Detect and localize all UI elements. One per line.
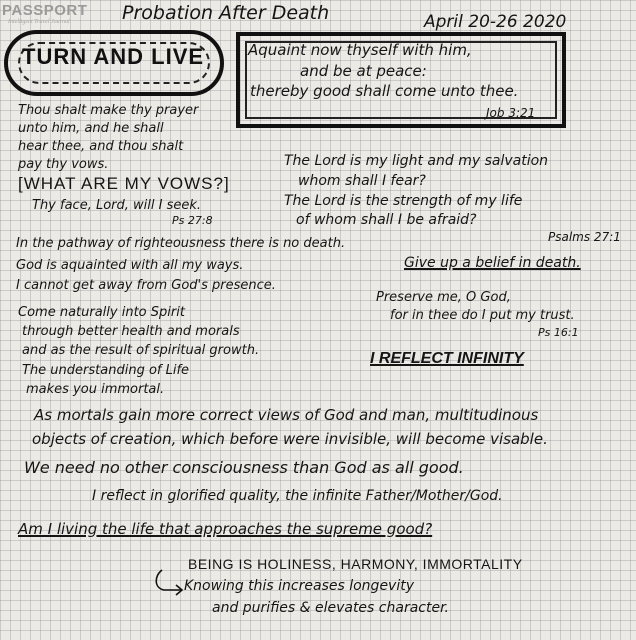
- come-line-2: through better health and morals: [22, 324, 240, 339]
- preserve-line-1: Preserve me, O God,: [376, 290, 511, 305]
- brand-tagline: Intelligent Travel Journal: [8, 19, 70, 25]
- reflect-infinity: I REFLECT INFINITY: [370, 350, 524, 367]
- quote-line-3: thereby good shall come unto thee.: [250, 82, 519, 100]
- light-reference: Psalms 27:1: [548, 230, 621, 244]
- prayer-line-2: unto him, and he shall: [18, 121, 164, 136]
- light-line-3: The Lord is the strength of my life: [284, 193, 523, 209]
- pathway-line: In the pathway of righteousness there is no death.: [16, 236, 346, 251]
- title-badge: TURN AND LIVE: [22, 44, 205, 69]
- date-range: April 20-26 2020: [424, 12, 567, 32]
- knowing-line-1: Knowing this increases longevity: [184, 578, 415, 594]
- knowing-line-2: and purifies & elevates character.: [212, 600, 449, 616]
- page-title: Probation After Death: [122, 2, 330, 24]
- curved-arrow-icon: [152, 568, 186, 604]
- quote-line-1: Aquaint now thyself with him,: [248, 41, 472, 59]
- brand-logo: PASSPORT: [2, 2, 88, 19]
- seek-line: Thy face, Lord, will I seek.: [32, 198, 202, 213]
- light-line-4: of whom shall I be afraid?: [296, 212, 477, 228]
- being-line: BEING IS HOLINESS, HARMONY, IMMORTALITY: [188, 556, 523, 572]
- prayer-line-4: pay thy vows.: [18, 157, 109, 172]
- acquainted-line-2: I cannot get away from God's presence.: [16, 278, 276, 293]
- preserve-reference: Ps 16:1: [538, 326, 579, 339]
- glorified-line: I reflect in glorified quality, the infinite Father/Mother/God.: [92, 488, 503, 504]
- understanding-line-1: The understanding of Life: [22, 363, 190, 378]
- come-line-1: Come naturally into Spirit: [18, 305, 185, 320]
- prayer-line-3: hear thee, and thou shalt: [18, 139, 184, 154]
- light-line-1: The Lord is my light and my salvation: [284, 153, 549, 169]
- vows-question: [WHAT ARE MY VOWS?]: [18, 174, 230, 193]
- supreme-good-question: Am I living the life that approaches the supreme good?: [18, 520, 433, 538]
- seek-reference: Ps 27:8: [172, 214, 213, 227]
- quote-line-2: and be at peace:: [300, 62, 427, 80]
- preserve-line-2: for in thee do I put my trust.: [390, 308, 575, 323]
- acquainted-line-1: God is aquainted with all my ways.: [16, 258, 244, 273]
- consciousness-line: We need no other consciousness than God as all good.: [24, 458, 464, 477]
- quote-reference: Job 3:21: [486, 106, 536, 120]
- prayer-line-1: Thou shalt make thy prayer: [18, 103, 199, 118]
- light-line-2: whom shall I fear?: [298, 173, 426, 189]
- understanding-line-2: makes you immortal.: [26, 382, 165, 397]
- give-up-line: Give up a belief in death.: [404, 255, 581, 271]
- come-line-3: and as the result of spiritual growth.: [22, 343, 260, 358]
- mortals-line-2: objects of creation, which before were invisible, will become visable.: [32, 430, 548, 448]
- mortals-line-1: As mortals gain more correct views of God and man, multitudinous: [34, 406, 539, 424]
